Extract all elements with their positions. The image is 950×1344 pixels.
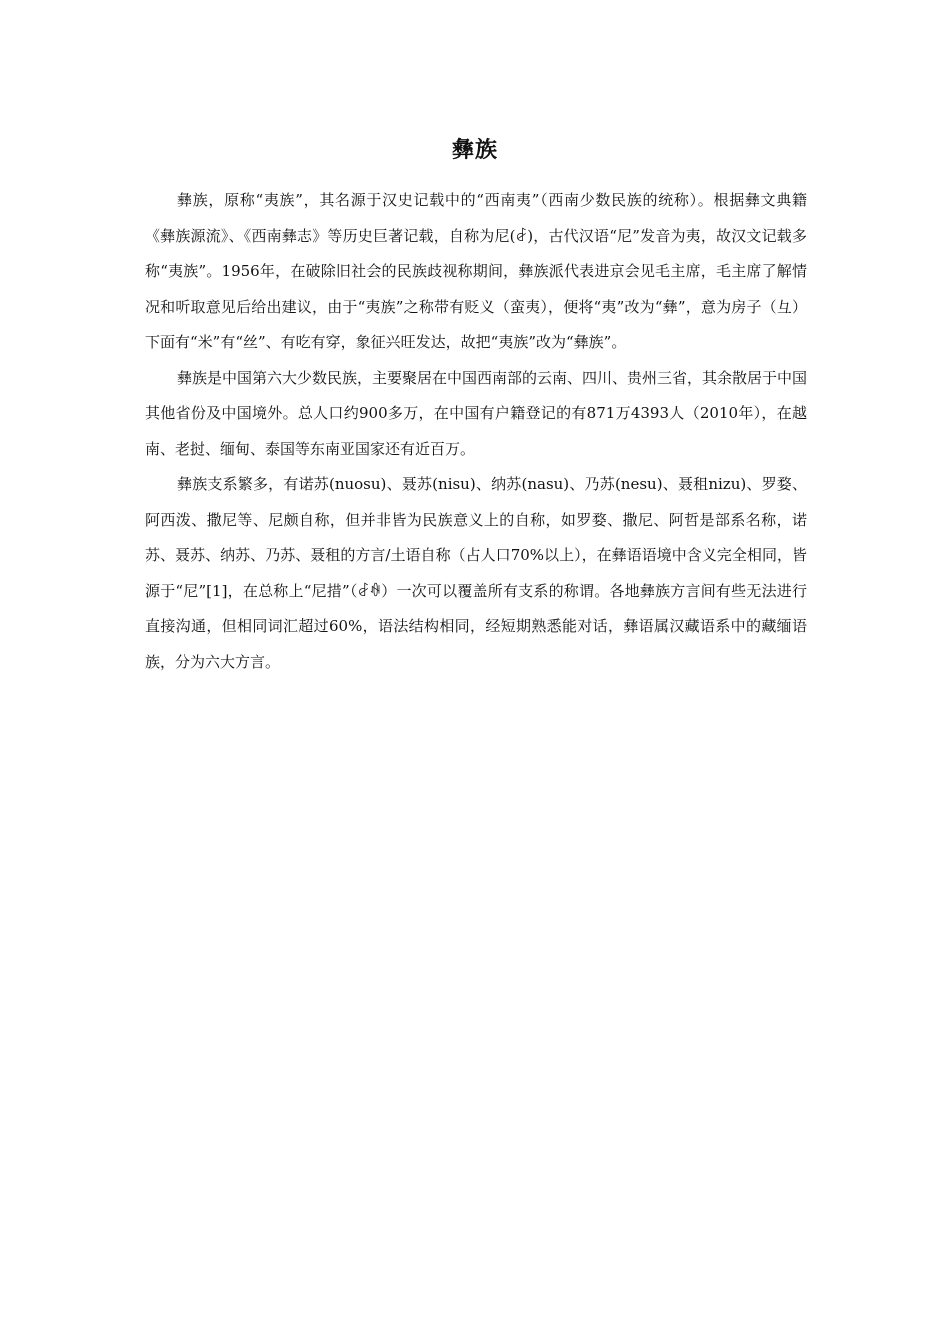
paragraph-population: 彝族是中国第六大少数民族，主要聚居在中国西南部的云南、四川、贵州三省，其余散居于中国其他省份及中国境外。总人口约900多万，在中国有户籍登记的有871万4393人（2010年），在越南、老挝、缅甸、泰国等东南亚国家还有近百万。 — [145, 368, 808, 458]
paragraph-branches-and-language: 彝族支系繁多，有诺苏(nuosu)、聂苏(nisu)、纳苏(nasu)、乃苏(nesu)、聂租nizu)、罗婺、阿西泼、撒尼等、尼颇自称，但并非皆为民族意义上的自称，如罗婺、撒尼、阿哲是部系名称，诺苏、聂苏、纳苏、乃苏、聂租的方言/土语自称（占人口70%以上），在彝语语境中含义完全相同，皆源于“尼”[1]，在总称上“尼措”（ꆀꊿ）一次可以覆盖所有支系的称谓。各地彝族方言间有些无法进行直接沟通，但相同词汇超过60%，语法结构相同，经短期熟悉能对话，彝语属汉藏语系中的藏缅语族，分为六大方言。 — [145, 475, 807, 671]
paragraph-origin-of-name: 彝族，原称“夷族”，其名源于汉史记载中的“西南夷”（西南少数民族的统称）。根据彝文典籍《彝族源流》、《西南彝志》等历史巨著记载，自称为尼(ꆀ)，古代汉语“尼”发音为夷，故汉文记载多称“夷族”。1956年，在破除旧社会的民族歧视称期间，彝族派代表进京会见毛主席，毛主席了解情况和听取意见后给出建议，由于“夷族”之称带有贬义（蛮夷），便将“夷”改为“彝”，意为房子（彑）下面有“米”有“丝”、有吃有穿，象征兴旺发达，故把“夷族”改为“彝族”。 — [145, 191, 807, 351]
document-body — [145, 183, 807, 680]
document-title: 彝族 — [451, 137, 498, 163]
